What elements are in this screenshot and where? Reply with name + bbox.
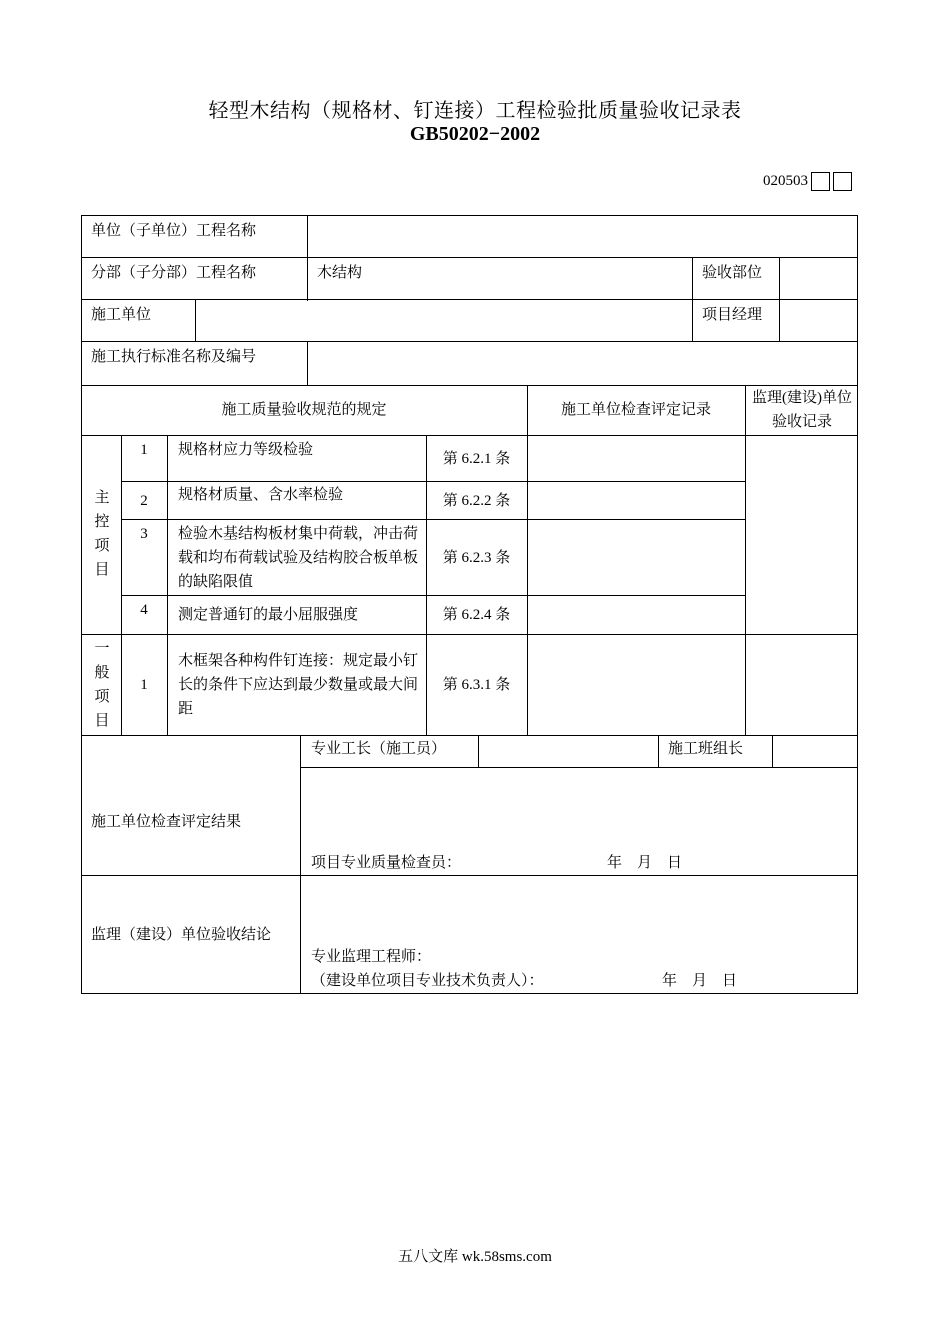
project-manager-label: 项目经理 xyxy=(702,307,763,323)
main-item-desc: 规格材质量、含水率检验 xyxy=(178,487,344,503)
general-item-no: 1 xyxy=(140,677,148,693)
construction-unit-label: 施工单位 xyxy=(91,307,152,323)
acceptance-part-label: 验收部位 xyxy=(702,265,763,281)
main-item-no: 4 xyxy=(140,602,148,618)
main-item-check-field[interactable] xyxy=(528,436,744,480)
general-item-desc: 木框架各种构件钉连接：规定最小钉长的条件下应达到最少数量或最大间距 xyxy=(178,653,419,717)
col-header-spec: 施工质量验收规范的规定 xyxy=(221,402,387,418)
general-label: 一般项目 xyxy=(94,641,110,729)
main-item-desc: 检验木基结构板材集中荷载，冲击荷载和均布荷载试验及结构胶合板单板的缺陷限值 xyxy=(178,526,419,590)
conclusion-date: 年 月 日 xyxy=(662,973,738,989)
main-item-no: 2 xyxy=(140,493,148,509)
code-box-1[interactable] xyxy=(811,172,830,191)
form-code-text: 020503 xyxy=(763,173,808,189)
main-control-label: 主控项目 xyxy=(94,490,110,578)
general-item-check-field[interactable] xyxy=(528,635,744,734)
owner-representative-label: （建设单位项目专业技术负责人）： xyxy=(311,973,544,989)
sub-project-label: 分部（子分部）工程名称 xyxy=(91,265,257,281)
code-box-2[interactable] xyxy=(833,172,852,191)
form-code xyxy=(763,172,852,191)
unit-project-label: 单位（子单位）工程名称 xyxy=(91,223,257,239)
main-item-clause: 第 6.2.3 条 xyxy=(442,550,511,566)
page-title: 轻型木结构（规格材、钉连接）工程检验批质量验收记录表 xyxy=(208,98,742,122)
standard-label: 施工执行标准名称及编号 xyxy=(91,349,257,365)
main-item-check-field[interactable] xyxy=(528,596,744,633)
result-label: 施工单位检查评定结果 xyxy=(91,814,242,830)
col-header-supervision: 监理(建设)单位验收记录 xyxy=(752,390,852,430)
general-supervision-field[interactable] xyxy=(746,635,856,734)
main-item-clause: 第 6.2.1 条 xyxy=(442,451,511,467)
foreman-field[interactable] xyxy=(479,736,657,767)
general-item-clause: 第 6.3.1 条 xyxy=(442,677,511,693)
conclusion-label: 监理（建设）单位验收结论 xyxy=(91,927,272,943)
team-leader-field[interactable] xyxy=(773,736,856,767)
main-item-check-field[interactable] xyxy=(528,482,744,518)
team-leader-label: 施工班组长 xyxy=(668,741,744,757)
main-item-desc: 规格材应力等级检验 xyxy=(178,442,314,458)
supervision-engineer-label: 专业监理工程师： xyxy=(311,949,432,965)
main-item-check-field[interactable] xyxy=(528,520,744,594)
main-item-clause: 第 6.2.4 条 xyxy=(442,607,511,623)
main-item-no: 3 xyxy=(140,526,148,542)
foreman-label: 专业工长（施工员） xyxy=(311,741,447,757)
footer-watermark: 五八文库 wk.58sms.com xyxy=(398,1249,552,1265)
sub-project-field[interactable]: 木结构 xyxy=(317,265,363,281)
standard-code: GB50202−2002 xyxy=(409,123,541,145)
col-header-unit-check: 施工单位检查评定记录 xyxy=(560,402,711,418)
main-item-no: 1 xyxy=(140,442,148,458)
result-date: 年 月 日 xyxy=(607,855,683,871)
main-item-desc: 测定普通钉的最小屈服强度 xyxy=(178,607,359,623)
inspector-label: 项目专业质量检查员： xyxy=(311,855,462,871)
main-supervision-field[interactable] xyxy=(746,436,856,633)
main-item-clause: 第 6.2.2 条 xyxy=(442,493,511,509)
